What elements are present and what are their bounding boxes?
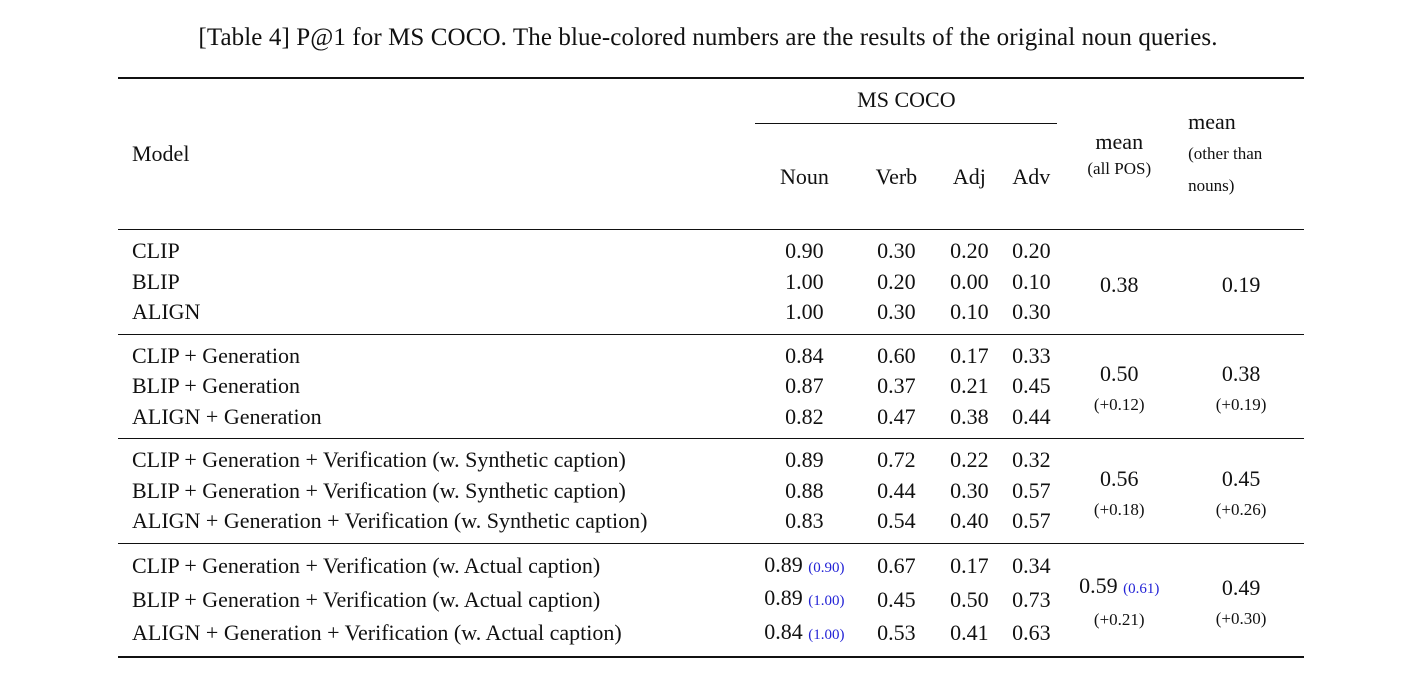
model-name: ALIGN + Generation + Verification (w. Actual caption) <box>132 620 622 645</box>
mean-other-cell <box>1178 230 1304 335</box>
header-verb: Verb <box>875 164 918 189</box>
adj-value: 0.17 <box>950 342 989 368</box>
header-adv: Adv <box>1012 164 1051 189</box>
noun-cell <box>752 543 856 583</box>
header-group-ms-coco <box>752 78 1060 125</box>
group-label: MS COCO <box>755 87 1057 124</box>
adv-value: 0.73 <box>1012 586 1051 612</box>
noun-value: 0.83 <box>785 508 824 533</box>
results-table <box>118 77 1304 658</box>
model-name: ALIGN <box>132 299 201 324</box>
model-name: ALIGN + Generation + Verification (w. Synthetic caption) <box>132 508 648 533</box>
header-adj: Adj <box>952 164 986 189</box>
adv-value: 0.57 <box>1012 477 1051 503</box>
verb-value: 0.20 <box>877 268 916 294</box>
verb-value: 0.30 <box>877 238 916 263</box>
noun-value: 0.84 <box>785 342 824 368</box>
adv-value: 0.30 <box>1012 299 1051 324</box>
mean-all-line <box>1060 570 1178 605</box>
table-row <box>118 543 1304 583</box>
table-row <box>118 439 1304 476</box>
table-row <box>118 334 1304 371</box>
noun-value: 1.00 <box>785 268 824 294</box>
noun-value: 0.87 <box>785 373 824 398</box>
verb-value: 0.44 <box>877 477 916 503</box>
model-name: CLIP <box>132 238 180 263</box>
model-name: BLIP + Generation <box>132 373 300 398</box>
mean-other-cell <box>1178 334 1304 439</box>
header-mean-all-line1: mean <box>1095 129 1144 154</box>
model-name: BLIP + Generation + Verification (w. Actual caption) <box>132 586 601 612</box>
adj-value: 0.21 <box>950 373 989 398</box>
mean-other-value: 0.19 <box>1221 271 1261 297</box>
model-name: CLIP + Generation + Verification (w. Synthetic caption) <box>132 447 626 472</box>
noun-original-value: (1.00) <box>808 593 845 609</box>
adv-value: 0.34 <box>1012 553 1051 578</box>
noun-cell <box>752 617 856 658</box>
mean-all-value: 0.38 <box>1100 271 1139 297</box>
header-row-group <box>118 78 1304 125</box>
mean-all-delta: (+0.21) <box>1093 610 1145 630</box>
mean-all-value: 0.59 <box>1079 573 1118 599</box>
noun-value: 0.89 <box>785 447 824 472</box>
header-mean-other-line1: mean <box>1188 109 1236 134</box>
mean-all-cell <box>1060 230 1178 335</box>
adj-value: 0.17 <box>950 553 989 578</box>
header-mean-other <box>1178 78 1304 230</box>
noun-value: 0.90 <box>785 238 824 263</box>
adv-value: 0.63 <box>1012 620 1051 645</box>
adv-value: 0.32 <box>1012 447 1051 472</box>
mean-all-cell <box>1060 439 1178 544</box>
results-table-wrapper <box>118 77 1304 658</box>
adj-value: 0.00 <box>950 268 989 294</box>
adj-value: 0.50 <box>950 586 989 612</box>
adj-value: 0.40 <box>950 508 989 533</box>
model-name: ALIGN + Generation <box>132 403 322 429</box>
verb-value: 0.45 <box>877 586 916 612</box>
adv-value: 0.45 <box>1012 373 1051 398</box>
noun-value: 0.82 <box>785 403 824 429</box>
mean-all-value: 0.56 <box>1100 465 1139 491</box>
table-caption: [Table 4] P@1 for MS COCO. The blue-colored numbers are the results of the original noun queries. <box>198 24 1218 51</box>
mean-other-delta: (+0.26) <box>1215 499 1267 519</box>
noun-cell <box>752 583 856 617</box>
noun-original-value: (0.90) <box>808 559 845 576</box>
verb-value: 0.72 <box>877 447 916 472</box>
adv-value: 0.10 <box>1012 268 1051 294</box>
adj-value: 0.30 <box>950 477 989 503</box>
model-name: CLIP + Generation + Verification (w. Actual caption) <box>132 553 601 578</box>
mean-other-cell <box>1178 543 1304 657</box>
noun-value: 0.89 <box>764 585 803 610</box>
header-mean-other-line2: (other than <box>1188 144 1263 163</box>
mean-other-delta: (+0.19) <box>1215 395 1267 415</box>
adv-value: 0.20 <box>1012 238 1051 263</box>
model-name: BLIP <box>132 268 180 294</box>
verb-value: 0.30 <box>877 299 916 324</box>
adj-value: 0.20 <box>950 238 989 263</box>
mean-other-delta: (+0.30) <box>1215 608 1267 628</box>
table-row <box>118 230 1304 267</box>
header-mean-all <box>1060 78 1178 230</box>
mean-other-value: 0.49 <box>1221 574 1261 600</box>
mean-all-value: 0.50 <box>1100 361 1139 387</box>
adv-value: 0.44 <box>1012 403 1051 429</box>
model-name: CLIP + Generation <box>132 342 300 368</box>
mean-all-delta: (+0.12) <box>1093 395 1145 415</box>
mean-other-cell <box>1178 439 1304 544</box>
header-noun: Noun <box>779 164 829 189</box>
adj-value: 0.10 <box>950 299 989 324</box>
mean-all-original-value: (0.61) <box>1123 581 1160 598</box>
noun-original-value: (1.00) <box>808 626 845 643</box>
verb-value: 0.47 <box>877 403 916 429</box>
adj-value: 0.41 <box>950 620 989 645</box>
adj-value: 0.38 <box>950 403 989 429</box>
mean-other-value: 0.45 <box>1221 465 1261 491</box>
model-name: BLIP + Generation + Verification (w. Synthetic caption) <box>132 477 626 503</box>
noun-value: 0.89 <box>764 551 803 577</box>
adv-value: 0.33 <box>1012 342 1051 368</box>
verb-value: 0.37 <box>877 373 916 398</box>
mean-other-value: 0.38 <box>1221 361 1261 387</box>
header-mean-all-line2: (all POS) <box>1087 159 1152 178</box>
verb-value: 0.67 <box>877 553 916 578</box>
mean-all-cell <box>1060 334 1178 439</box>
header-mean-other-line3: nouns) <box>1188 176 1235 195</box>
adj-value: 0.22 <box>950 447 989 472</box>
noun-value: 0.88 <box>785 477 824 503</box>
verb-value: 0.54 <box>877 508 916 533</box>
mean-all-cell <box>1060 543 1178 657</box>
header-model: Model <box>132 141 190 166</box>
mean-all-delta: (+0.18) <box>1093 499 1145 519</box>
adv-value: 0.57 <box>1012 508 1051 533</box>
verb-value: 0.53 <box>877 620 916 645</box>
verb-value: 0.60 <box>877 342 916 368</box>
noun-value: 1.00 <box>785 299 824 324</box>
noun-value: 0.84 <box>764 618 803 644</box>
